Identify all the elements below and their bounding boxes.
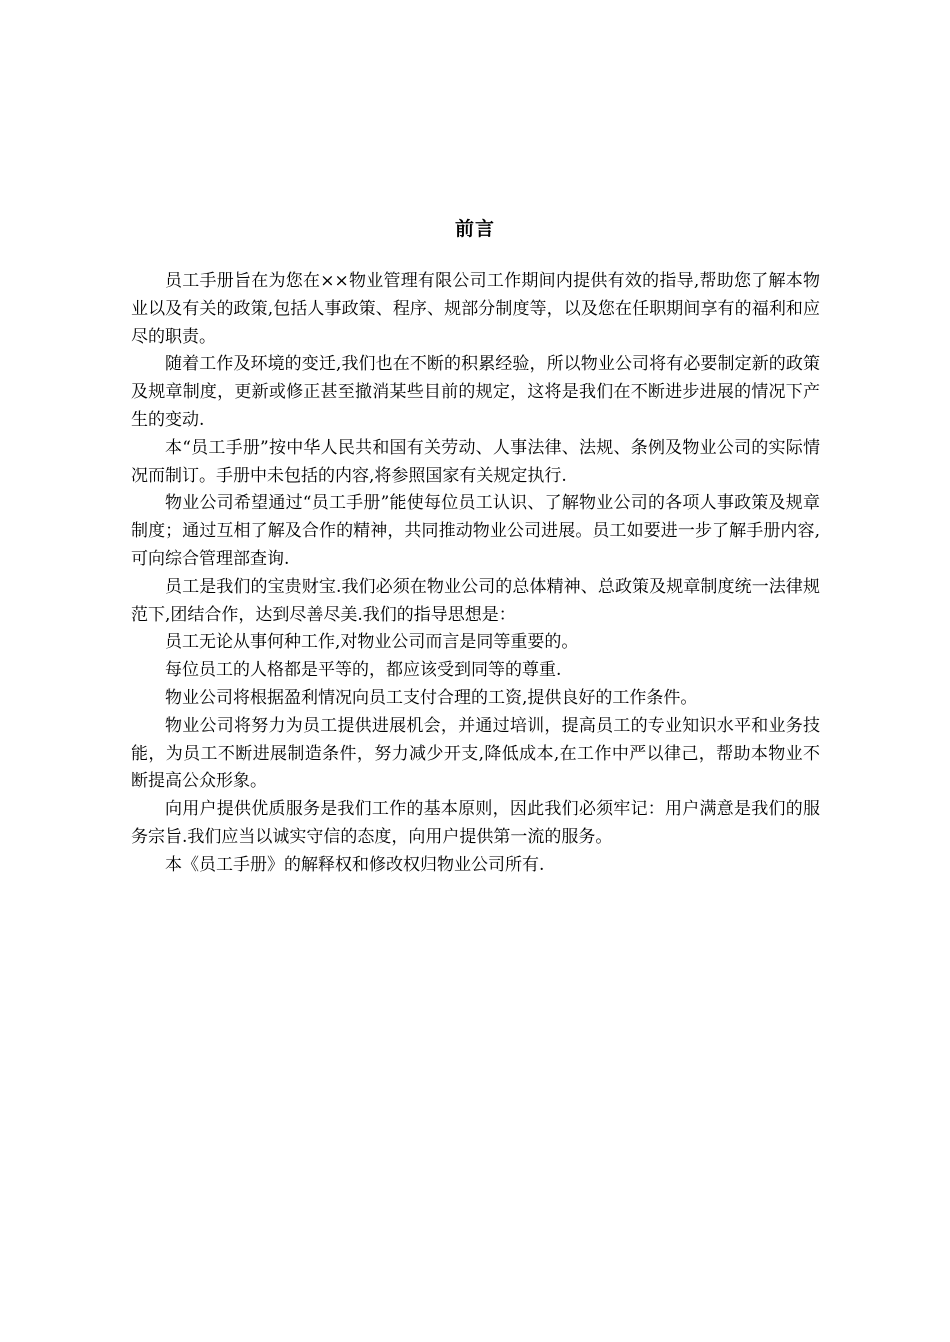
paragraph: 物业公司希望通过“员工手册”能使每位员工认识、了解物业公司的各项人事政策及规章制度；通过互相了解及合作的精神，共同推动物业公司进展。员工如要进一步了解手册内容,可向综合管理部查询. <box>131 493 820 569</box>
paragraph: 本“员工手册”按中华人民共和国有关劳动、人事法律、法规、条例及物业公司的实际情况而制订。手册中未包括的内容,将参照国家有关规定执行. <box>131 437 820 486</box>
page-title: 前言 <box>454 218 495 240</box>
paragraph: 物业公司将根据盈利情况向员工支付合理的工资,提供良好的工作条件。 <box>165 687 698 708</box>
document-body <box>131 268 820 880</box>
paragraph: 每位员工的人格都是平等的，都应该受到同等的尊重. <box>165 660 562 681</box>
paragraph: 本《员工手册》的解释权和修改权归物业公司所有. <box>165 854 545 875</box>
paragraph: 物业公司将努力为员工提供进展机会，并通过培训，提高员工的专业知识水平和业务技能，为员工不断进展制造条件，努力减少开支,降低成本,在工作中严以律己，帮助本物业不断提高公众形象。 <box>131 715 820 792</box>
paragraph: 随着工作及环境的变迁,我们也在不断的积累经验，所以物业公司将有必要制定新的政策及规章制度，更新或修正甚至撤消某些目前的规定，这将是我们在不断进步进展的情况下产生的变动. <box>131 354 820 430</box>
paragraph: 员工无论从事何种工作,对物业公司而言是同等重要的。 <box>165 632 579 653</box>
paragraph: 员工是我们的宝贵财宝.我们必须在物业公司的总体精神、总政策及规章制度统一法律规范下,团结合作，达到尽善尽美.我们的指导思想是： <box>131 576 820 625</box>
paragraph: 员工手册旨在为您在××物业管理有限公司工作期间内提供有效的指导,帮助您了解本物业以及有关的政策,包括人事政策、程序、规部分制度等，以及您在任职期间享有的福利和应尽的职责。 <box>131 271 820 347</box>
paragraph: 向用户提供优质服务是我们工作的基本原则，因此我们必须牢记：用户满意是我们的服务宗旨.我们应当以诚实守信的态度，向用户提供第一流的服务。 <box>131 799 820 847</box>
